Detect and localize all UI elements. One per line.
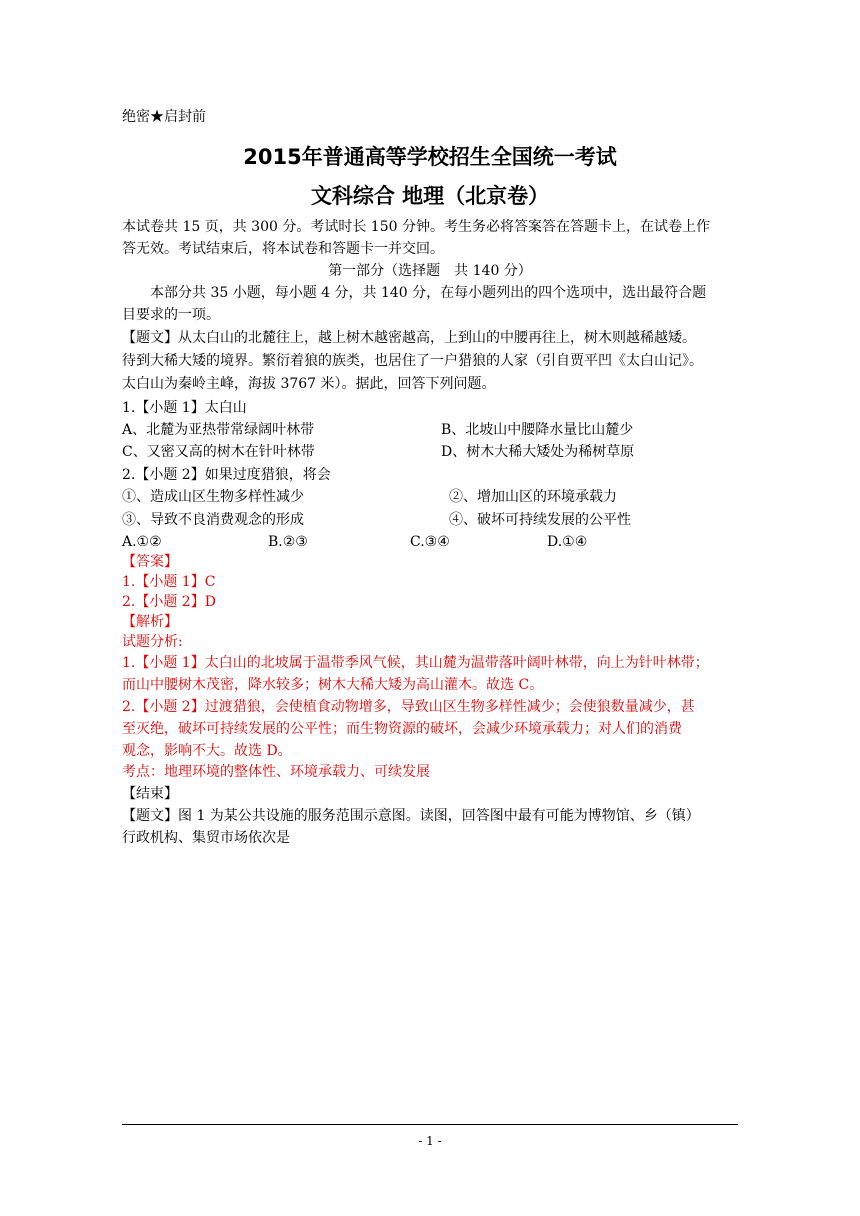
analysis-2-line-2: 至灭绝，破坏可持续发展的公平性；而生物资源的破坏，会减少环境承载力；对人们的消费: [122, 721, 682, 737]
subquestion-1-label: 1.【小题 1】太白山: [122, 400, 247, 416]
page-number: - 1 -: [418, 1134, 442, 1148]
answer-heading: 【答案】: [122, 554, 178, 570]
option-c: C、又密又高的树木在针叶林带: [122, 444, 315, 460]
statement-1: ①、造成山区生物多样性减少: [122, 489, 304, 505]
subquestion-2-label: 2.【小题 2】如果过度猎狼，将会: [122, 467, 331, 483]
statement-4: ④、破坏可持续发展的公平性: [449, 512, 631, 528]
statement-3: ③、导致不良消费观念的形成: [122, 512, 304, 528]
analysis-1-line-2: 而山中腰树木茂密，降水较多；树木大稀大矮为高山灌木。故选 C。: [122, 677, 544, 693]
intro-line-2: 答无效。考试结束后，将本试卷和答题卡一并交回。: [122, 241, 444, 257]
analysis-2-line-3: 观念，影响不大。故选 D。: [122, 743, 292, 759]
choice-a: A.①②: [122, 534, 162, 550]
analysis-heading: 【解析】: [122, 614, 178, 630]
part-description-2: 目要求的一项。: [122, 307, 220, 323]
part-title: 第一部分（选择题 共 140 分）: [328, 263, 532, 279]
footer-rule: [122, 1124, 738, 1125]
choice-c: C.③④: [410, 534, 450, 550]
question-2-stem-1: 【题文】图 1 为某公共设施的服务范围示意图。读图，回答图中最有可能为博物馆、乡（镇）: [122, 808, 700, 824]
choice-b: B.②③: [268, 534, 308, 550]
option-b: B、北坡山中腰降水量比山麓少: [441, 422, 634, 438]
analysis-intro: 试题分析:: [122, 634, 183, 650]
question-2-stem-2: 行政机构、集贸市场依次是: [122, 830, 290, 846]
analysis-1-line-1: 1.【小题 1】太白山的北坡属于温带季风气候，其山麓为温带落叶阔叶林带，向上为针叶林带；: [122, 655, 709, 671]
secret-mark: 绝密★启封前: [122, 109, 206, 125]
question-stem-3: 太白山为秦岭主峰，海拔 3767 米）。据此，回答下列问题。: [122, 376, 496, 392]
question-stem-1: 【题文】从太白山的北麓往上，越上树木越密越高，上到山的中腰再往上，树木则越稀越矮。: [122, 330, 696, 346]
part-description-1: 本部分共 35 小题，每小题 4 分，共 140 分，在每小题列出的四个选项中，选出最符合题: [150, 285, 707, 301]
end-marker: 【结束】: [122, 786, 178, 802]
question-stem-2: 待到大稀大矮的境界。繁衍着狼的族类，也居住了一户猎狼的人家（引自贾平凹《太白山记》。: [122, 353, 703, 369]
intro-line-1: 本试卷共 15 页，共 300 分。考试时长 150 分钟。考生务必将答案答在答题卡上，在试卷上作: [122, 219, 710, 235]
exam-title: 2015年普通高等学校招生全国统一考试: [243, 145, 617, 169]
option-a: A、北麓为亚热带常绿阔叶林带: [122, 422, 315, 438]
statement-2: ②、增加山区的环境承载力: [449, 489, 617, 505]
choice-d: D.①④: [547, 534, 588, 550]
kaodian: 考点：地理环境的整体性、环境承载力、可续发展: [122, 764, 430, 780]
option-d: D、树木大稀大矮处为稀树草原: [441, 444, 635, 460]
analysis-2-line-1: 2.【小题 2】过渡猎狼，会使植食动物增多，导致山区生物多样性减少；会使狼数量减少，甚: [122, 699, 695, 715]
exam-subtitle: 文科综合 地理（北京卷）: [310, 184, 550, 208]
answer-1: 1.【小题 1】C: [122, 574, 216, 590]
answer-2: 2.【小题 2】D: [122, 594, 216, 610]
